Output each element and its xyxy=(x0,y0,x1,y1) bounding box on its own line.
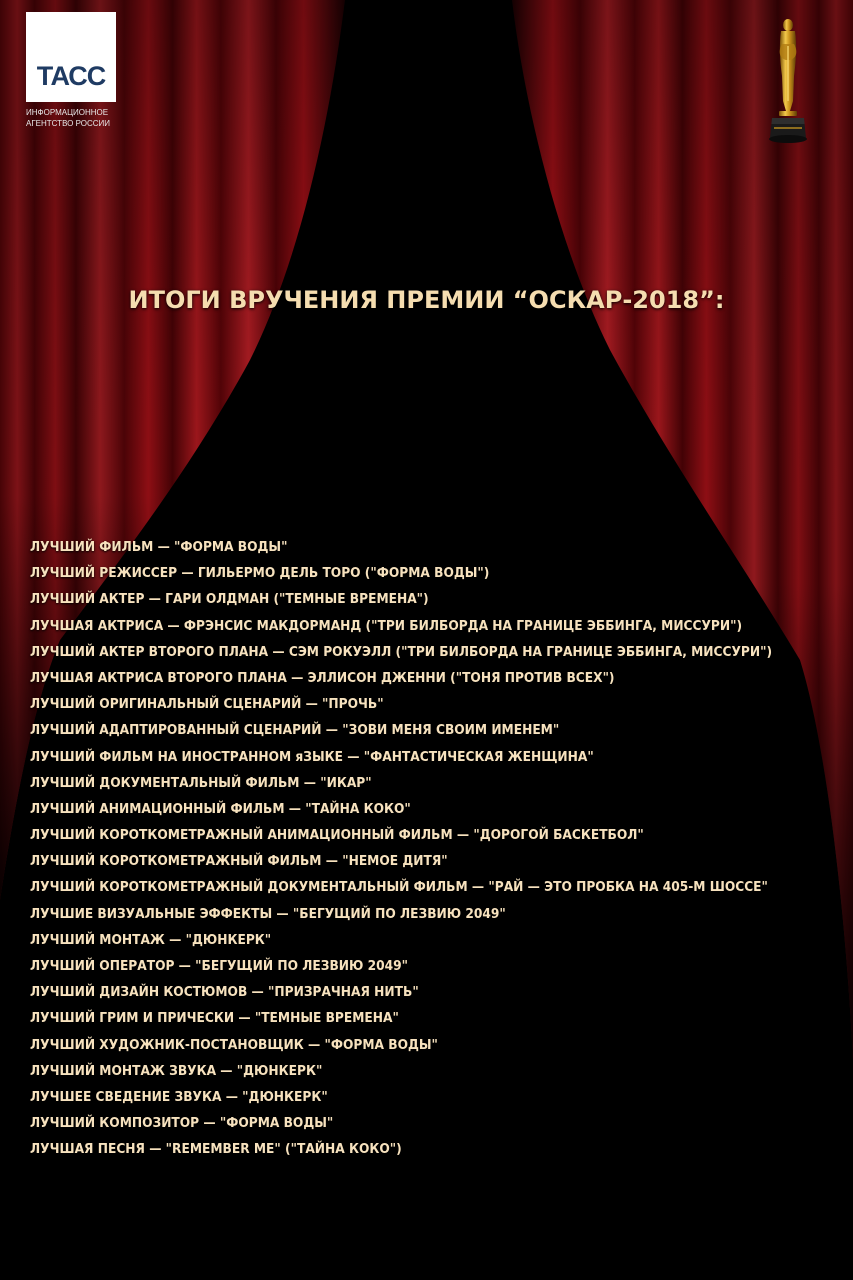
winner-item: ЛУЧШИЙ ГРИМ И ПРИЧЕСКИ — "ТЕМНЫЕ ВРЕМЕНА" xyxy=(30,1010,399,1027)
winner-item: ЛУЧШИЙ РЕЖИССЕР — ГИЛЬЕРМО ДЕЛЬ ТОРО ("ФОРМА ВОДЫ") xyxy=(30,565,490,582)
winner-item: ЛУЧШИЙ ФИЛЬМ — "ФОРМА ВОДЫ" xyxy=(30,539,288,555)
winner-item: ЛУЧШИЙ ОРИГИНАЛЬНЫЙ СЦЕНАРИЙ — "ПРОЧЬ" xyxy=(30,696,384,713)
tass-logo xyxy=(26,12,116,129)
page-title: ИТОГИ ВРУЧЕНИЯ ПРЕМИИ “ОСКАР-2018”: xyxy=(128,286,725,314)
winner-item: ЛУЧШИЙ ДИЗАЙН КОСТЮМОВ — "ПРИЗРАЧНАЯ НИТЬ" xyxy=(30,984,419,1001)
winner-item: ЛУЧШИЙ ХУДОЖНИК-ПОСТАНОВЩИК — "ФОРМА ВОДЫ" xyxy=(30,1036,438,1053)
winner-item: ЛУЧШЕЕ СВЕДЕНИЕ ЗВУКА — "ДЮНКЕРК" xyxy=(30,1088,328,1105)
winner-item: ЛУЧШАЯ АКТРИСА ВТОРОГО ПЛАНА — ЭЛЛИСОН ДЖЕННИ ("ТОНЯ ПРОТИВ ВСЕХ") xyxy=(30,669,615,686)
winner-item: ЛУЧШИЙ ФИЛЬМ НА ИНОСТРАННОМ яЗЫКЕ — "ФАНТАСТИЧЕСКАЯ ЖЕНЩИНА" xyxy=(30,748,594,765)
tass-logo-box xyxy=(26,12,116,102)
winner-item: ЛУЧШИЙ КОРОТКОМЕТРАЖНЫЙ ДОКУМЕНТАЛЬНЫЙ ФИЛЬМ — "РАЙ — ЭТО ПРОБКА НА 405-М ШОССЕ" xyxy=(30,879,768,896)
winner-item: ЛУЧШИЙ АДАПТИРОВАННЫЙ СЦЕНАРИЙ — "ЗОВИ МЕНЯ СВОИМ ИМЕНЕМ" xyxy=(30,722,560,739)
tass-logo-subtitle xyxy=(26,107,116,129)
winner-item: ЛУЧШИЙ ДОКУМЕНТАЛЬНЫЙ ФИЛЬМ — "ИКАР" xyxy=(30,774,372,791)
winner-item: ЛУЧШИЙ МОНТАЖ — "ДЮНКЕРК" xyxy=(30,931,272,948)
winner-item: ЛУЧШИЕ ВИЗУАЛЬНЫЕ ЭФФЕКТЫ — "БЕГУЩИЙ ПО ЛЕЗВИЮ 2049" xyxy=(30,905,506,922)
winner-item: ЛУЧШИЙ КОМПОЗИТОР — "ФОРМА ВОДЫ" xyxy=(30,1115,334,1132)
winner-item: ЛУЧШИЙ ОПЕРАТОР — "БЕГУЩИЙ ПО ЛЕЗВИЮ 2049" xyxy=(30,958,409,974)
winner-item: ЛУЧШИЙ КОРОТКОМЕТРАЖНЫЙ ФИЛЬМ — "НЕМОЕ ДИТЯ" xyxy=(30,853,448,870)
winner-item: ЛУЧШИЙ АКТЕР ВТОРОГО ПЛАНА — СЭМ РОКУЭЛЛ ("ТРИ БИЛБОРДА НА ГРАНИЦЕ ЭББИНГА, МИССУРИ") xyxy=(30,643,773,660)
winner-item: ЛУЧШАЯ ПЕСНЯ — "REMEMBER ME" ("ТАЙНА КОКО") xyxy=(30,1141,402,1158)
winner-item: ЛУЧШАЯ АКТРИСА — ФРЭНСИС МАКДОРМАНД ("ТРИ БИЛБОРДА НА ГРАНИЦЕ ЭББИНГА, МИССУРИ") xyxy=(30,617,743,634)
tass-logo-subtitle-line2: АГЕНТСТВО РОССИИ xyxy=(26,119,111,128)
oscar-statuette-icon xyxy=(760,16,816,148)
tass-logo-subtitle-line1: ИНФОРМАЦИОННОЕ xyxy=(26,108,109,117)
winner-item: ЛУЧШИЙ АКТЕР — ГАРИ ОЛДМАН ("ТЕМНЫЕ ВРЕМЕНА") xyxy=(30,591,429,608)
winners-list xyxy=(30,534,772,1163)
tass-logo-name: ТАСС xyxy=(36,61,106,91)
winner-item: ЛУЧШИЙ АНИМАЦИОННЫЙ ФИЛЬМ — "ТАЙНА КОКО" xyxy=(30,800,411,817)
winner-item: ЛУЧШИЙ МОНТАЖ ЗВУКА — "ДЮНКЕРК" xyxy=(30,1062,323,1079)
winner-item: ЛУЧШИЙ КОРОТКОМЕТРАЖНЫЙ АНИМАЦИОННЫЙ ФИЛЬМ — "ДОРОГОЙ БАСКЕТБОЛ" xyxy=(30,827,644,844)
